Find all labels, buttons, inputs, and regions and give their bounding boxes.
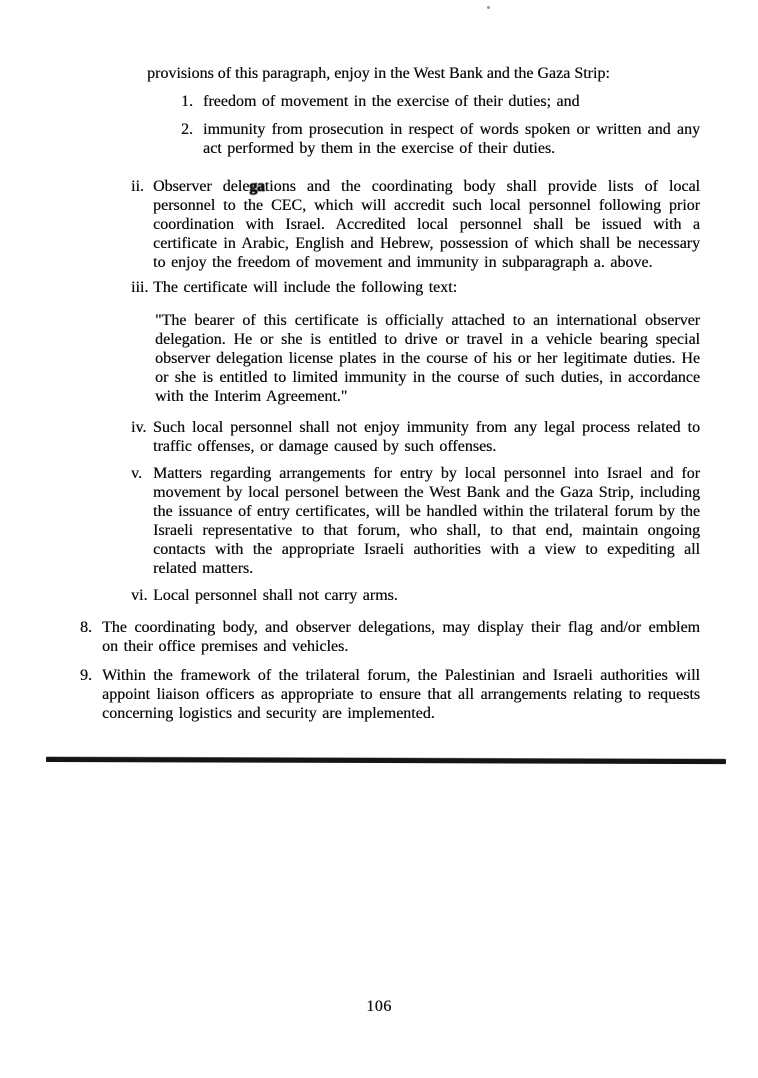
item-text: The certificate will include the following text: [153,279,458,296]
roman-item-vi [131,586,700,605]
item-marker: 2. [181,121,193,138]
item-text: Matters regarding arrangements for entry by local personnel into Israel and for movement by local personel between the West Bank and the Gaza Strip, including the issuance of entry certificates, will be handled within the trilateral forum by the Israeli representative to that forum, who shall, to that end, maintain ongoing contacts with the appropriate Israeli authorities with a view to expediting all related matters. [153,465,700,577]
roman-item-iii [131,278,700,297]
item-text: The coordinating body, and observer delegations, may display their flag and/or emblem on their office premises and vehicles. [102,619,700,655]
arabic-item-8 [80,618,700,656]
item-text-segment: tions and the coordinating body shall provide lists of local personnel to the CEC, which will accredit such local personnel following prior coordination with Israel. Accredited local personnel shall be issued with a certificate in Arabic, English and Hebrew, possession of which shall be necessary to enjoy the freedom of movement and immunity in subparagraph a. above. [153,178,700,271]
item-marker: ii. [131,178,144,195]
item-text: Local personnel shall not carry arms. [153,587,398,604]
document-content [80,64,700,723]
roman-item-iv [131,418,700,456]
item-marker: 9. [80,667,92,684]
horizontal-rule [46,757,726,764]
item-text [153,177,700,272]
intro-paragraph: provisions of this paragraph, enjoy in the West Bank and the Gaza Strip: [147,65,610,82]
item-text: immunity from prosecution in respect of words spoken or written and any act performed by them in the exercise of their duties. [203,121,700,157]
item-marker: vi. [131,587,148,604]
item-text: Within the framework of the trilateral forum, the Palestinian and Israeli authorities will appoint liaison officers as appropriate to ensure that all arrangements relating to requests concerning logistics and security are implemented. [102,667,700,722]
scan-artifact-dot [487,6,490,9]
certificate-quote: "The bearer of this certificate is officially attached to an international observer delegation. He or she is entitled to drive or travel in a vehicle bearing special observer delegation license plates in the course of his or her legitimate duties. He or she is entitled to limited immunity in the course of such duties, in accordance with the Interim Agreement." [155,312,700,405]
item-text-segment: Observer dele [153,178,250,195]
item-marker: iv. [131,419,147,436]
roman-item-v [131,464,700,578]
arabic-item-9 [80,666,700,723]
roman-item-ii [131,177,700,272]
item-marker: v. [131,465,142,482]
item-text: freedom of movement in the exercise of their duties; and [203,93,580,110]
item-text: Such local personnel shall not enjoy immunity from any legal process related to traffic offenses, or damage caused by such offenses. [153,419,700,455]
ink-smudge: ga [249,178,265,195]
item-marker: 1. [181,93,193,110]
numbered-item-2 [181,120,700,158]
page-number: 106 [366,998,392,1015]
item-marker: 8. [80,619,92,636]
item-marker: iii. [131,279,149,296]
numbered-item-1 [181,92,700,111]
